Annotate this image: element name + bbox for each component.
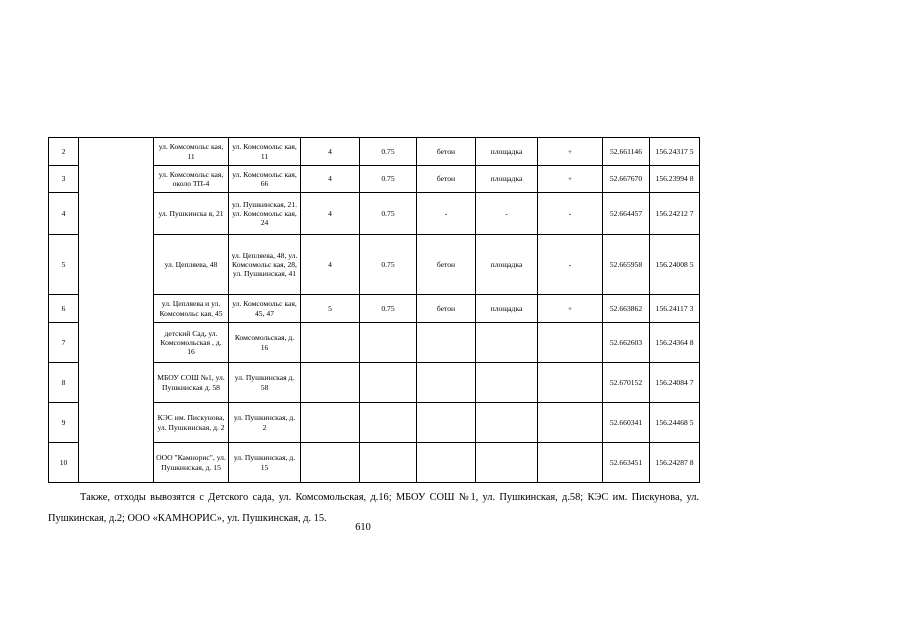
cell-b: ул. Комсомольс кая, 66 bbox=[229, 166, 301, 193]
cell-c: 5 bbox=[301, 295, 360, 323]
cell-a: ул. Комсомольс кая, 11 bbox=[154, 138, 229, 166]
cell-d: 0.75 bbox=[360, 193, 417, 235]
cell-b: ул. Пушкинская д. 58 bbox=[229, 363, 301, 403]
page-number: 610 bbox=[355, 522, 371, 533]
cell-n: 6 bbox=[49, 295, 79, 323]
cell-c: 4 bbox=[301, 235, 360, 295]
cell-lat: 52.665958 bbox=[603, 235, 650, 295]
cell-g: + bbox=[538, 166, 603, 193]
cell-a: ул. Комсомольс кая, около ТП-4 bbox=[154, 166, 229, 193]
cell-g bbox=[538, 323, 603, 363]
cell-c bbox=[301, 403, 360, 443]
cell-a: МБОУ СОШ №1, ул. Пушкинская д. 58 bbox=[154, 363, 229, 403]
cell-a: детский Сад, ул. Комсомольская , д. 16 bbox=[154, 323, 229, 363]
cell-e: - bbox=[417, 193, 476, 235]
cell-g bbox=[538, 363, 603, 403]
cell-lat: 52.663862 bbox=[603, 295, 650, 323]
cell-d: 0.75 bbox=[360, 235, 417, 295]
cell-d bbox=[360, 443, 417, 483]
cell-e bbox=[417, 323, 476, 363]
cell-b: ул. Цепляева, 48, ул. Комсомольс кая, 28, ул. Пушкинская, 41 bbox=[229, 235, 301, 295]
cell-c: 4 bbox=[301, 193, 360, 235]
cell-e: бетон bbox=[417, 166, 476, 193]
cell-c bbox=[301, 323, 360, 363]
cell-c bbox=[301, 363, 360, 403]
cell-g: - bbox=[538, 235, 603, 295]
cell-n: 5 bbox=[49, 235, 79, 295]
cell-lon: 156.24008 5 bbox=[650, 235, 700, 295]
cell-e: бетон bbox=[417, 138, 476, 166]
cell-lon: 156.23994 8 bbox=[650, 166, 700, 193]
cell-f bbox=[476, 323, 538, 363]
cell-lon: 156.24212 7 bbox=[650, 193, 700, 235]
cell-f: площадка bbox=[476, 295, 538, 323]
cell-a: ООО "Камнорис", ул. Пушкинская, д. 15 bbox=[154, 443, 229, 483]
cell-f bbox=[476, 443, 538, 483]
cell-n: 7 bbox=[49, 323, 79, 363]
cell-n: 2 bbox=[49, 138, 79, 166]
table-row bbox=[49, 138, 700, 166]
cell-n: 10 bbox=[49, 443, 79, 483]
table-body bbox=[49, 138, 700, 483]
cell-g: + bbox=[538, 138, 603, 166]
cell-lat: 52.667670 bbox=[603, 166, 650, 193]
cell-d: 0.75 bbox=[360, 166, 417, 193]
cell-g: - bbox=[538, 193, 603, 235]
cell-lon: 156.24084 7 bbox=[650, 363, 700, 403]
cell-f: - bbox=[476, 193, 538, 235]
cell-e bbox=[417, 363, 476, 403]
cell-f bbox=[476, 363, 538, 403]
cell-f bbox=[476, 403, 538, 443]
cell-c: 4 bbox=[301, 166, 360, 193]
cell-n: 9 bbox=[49, 403, 79, 443]
cell-b: Комсомольская, д. 16 bbox=[229, 323, 301, 363]
cell-a: КЭС им. Пискунова, ул. Пушкинская, д. 2 bbox=[154, 403, 229, 443]
cell-d bbox=[360, 363, 417, 403]
cell-d bbox=[360, 323, 417, 363]
cell-e: бетон bbox=[417, 235, 476, 295]
cell-lat: 52.660341 bbox=[603, 403, 650, 443]
cell-b: ул. Пушкинская, д. 2 bbox=[229, 403, 301, 443]
cell-lon: 156.24317 5 bbox=[650, 138, 700, 166]
cell-f: площадка bbox=[476, 166, 538, 193]
waste-sites-table bbox=[48, 137, 700, 483]
cell-f: площадка bbox=[476, 138, 538, 166]
cell-b: ул. Комсомольс кая, 11 bbox=[229, 138, 301, 166]
cell-lon: 156.24117 3 bbox=[650, 295, 700, 323]
cell-lon: 156.24287 8 bbox=[650, 443, 700, 483]
cell-c bbox=[301, 443, 360, 483]
cell-a: ул. Цепляева и ул. Комсомольс кая, 45 bbox=[154, 295, 229, 323]
cell-lat: 52.670152 bbox=[603, 363, 650, 403]
footnote-paragraph: Также, отходы вывозятся с Детского сада, ул. Комсомольская, д.16; МБОУ СОШ №1, ул. Пушкинская, д.58; КЭС им. Пискунова, ул. Пушкинская, д.2; ООО «КАМНОРИС», ул. Пушкинская, д. 15. bbox=[48, 492, 699, 524]
cell-g bbox=[538, 403, 603, 443]
cell-b: ул. Комсомольс кая, 45, 47 bbox=[229, 295, 301, 323]
cell-n: 4 bbox=[49, 193, 79, 235]
merged-empty-cell bbox=[79, 138, 154, 483]
cell-b: ул. Пушкинская, д. 15 bbox=[229, 443, 301, 483]
cell-e bbox=[417, 403, 476, 443]
cell-b: ул. Пушкинская, 21. ул. Комсомольс кая, 24 bbox=[229, 193, 301, 235]
cell-d bbox=[360, 403, 417, 443]
cell-a: ул. Пушкинска я, 21 bbox=[154, 193, 229, 235]
cell-f: площадка bbox=[476, 235, 538, 295]
cell-lat: 52.663451 bbox=[603, 443, 650, 483]
cell-a: ул. Цепляева, 48 bbox=[154, 235, 229, 295]
cell-g bbox=[538, 443, 603, 483]
cell-lat: 52.662603 bbox=[603, 323, 650, 363]
cell-d: 0.75 bbox=[360, 295, 417, 323]
cell-d: 0.75 bbox=[360, 138, 417, 166]
cell-lon: 156.24468 5 bbox=[650, 403, 700, 443]
cell-lon: 156.24364 8 bbox=[650, 323, 700, 363]
cell-c: 4 bbox=[301, 138, 360, 166]
cell-e bbox=[417, 443, 476, 483]
cell-n: 3 bbox=[49, 166, 79, 193]
cell-n: 8 bbox=[49, 363, 79, 403]
cell-g: + bbox=[538, 295, 603, 323]
cell-lat: 52.664457 bbox=[603, 193, 650, 235]
cell-e: бетон bbox=[417, 295, 476, 323]
cell-lat: 52.661146 bbox=[603, 138, 650, 166]
